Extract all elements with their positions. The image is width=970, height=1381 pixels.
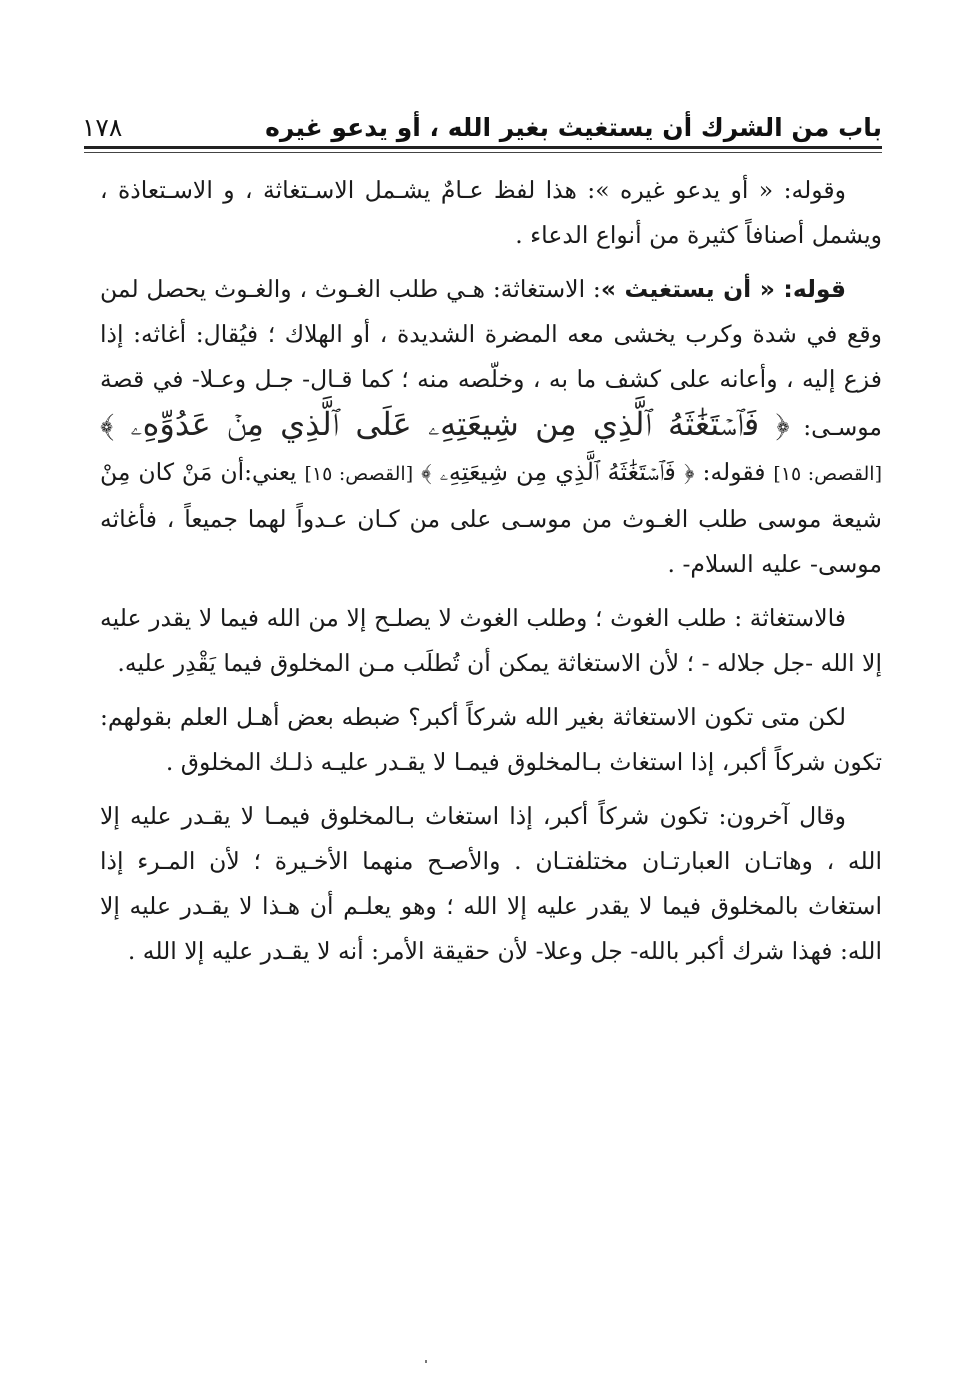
paragraph-4-text: لكن متى تكون الاستغاثة بغير الله شركاً أكبر؟ ضبطه بعض أهـل العلم بقولهم: تكون شركاً أكبر، إذا استغاث بـالمخلوق فيمـا لا يقـدر عليـه ذلـك المخلوق . (100, 703, 882, 776)
header-rule-thick (84, 146, 882, 149)
paragraph-3 (100, 596, 882, 686)
paragraph-3-text: فالاستغاثة : طلب الغوث ؛ وطلب الغوث لا يصلـح إلا من الله فيما لا يقدر عليه إلا الله -جل جلاله - ؛ لأن الاستغاثة يمكن أن تُطلَب مـن المخلوق فيما يَقْدِر عليه. (100, 604, 882, 677)
paragraph-2-mid: فقوله: (694, 458, 774, 486)
paragraph-4 (100, 695, 882, 785)
paragraph-2-tail: يعني:أن مَنْ كان مِنْ شيعة موسى طلب الغـوث من موسـى على من كـان عـدواً لهما جميعاً ، فأغاثه موسى- عليه السلام- . (100, 458, 882, 578)
verse-citation-2: [القصص: ١٥] (304, 463, 414, 485)
page-number: ١٧٨ (82, 113, 123, 142)
page-header (82, 96, 882, 144)
paragraph-2 (100, 267, 882, 587)
scan-speck (425, 1360, 427, 1363)
verse-citation-1: [القصص: ١٥] (773, 463, 882, 485)
running-title: باب من الشرك أن يستغيث بغير الله ، أو يدعو غيره (265, 113, 882, 142)
quran-verse-1: ﴿ فَٱسۡتَغَٰثَهُ ٱلَّذِي مِن شِيعَتِهِۦ عَلَى ٱلَّذِي مِنۡ عَدُوِّهِۦ ﴾ (100, 405, 790, 443)
quran-verse-2: ﴿ فَٱسۡتَغَٰثَهُ ٱلَّذِي مِن شِيعَتِهِۦ ﴾ (421, 458, 695, 486)
paragraph-1 (100, 168, 882, 258)
paragraph-2-text: : الاستغاثة: هـي طلب الغـوث ، والغـوث يحصل لمن وقع في شدة وكرب يخشى معه المضرة الشديدة ، أو الهلاك ؛ فيُقال: أغاثه: إذا فزع إليه ، وأعانه على كشف ما به ، وخلّصه منه ؛ كما قـال- جـل وعـلا- في قصة موسـى: (100, 275, 882, 441)
paragraph-5-text: وقال آخرون: تكون شركاً أكبر، إذا استغاث بـالمخلوق فيمـا لا يقـدر عليه إلا الله ، وهاتـان العبارتـان مختلفتـان . والأصـح منهما الأخـيرة ؛ لأن المـرء إذا استغاث بالمخلوق فيما لا يقدر عليه إلا الله ؛ وهو يعلـم أن هـذا لا يقـدر عليه إلا الله: فهذا شرك أكبر بالله- جل وعلا- لأن حقيقة الأمر: أنه لا يقـدر عليه إلا الله . (100, 802, 882, 965)
page-body (100, 168, 882, 983)
paragraph-1-text: وقوله: « أو يدعو غيره »: هذا لفظ عـامٌ يشـمل الاسـتغاثة ، و الاسـتعاذة ، ويشمل أصنافاً كثيرة من أنواع الدعاء . (100, 176, 882, 249)
paragraph-2-lead: قوله: « أن يستغيث » (600, 275, 847, 303)
header-rule-thin (84, 152, 882, 153)
paragraph-5 (100, 794, 882, 974)
